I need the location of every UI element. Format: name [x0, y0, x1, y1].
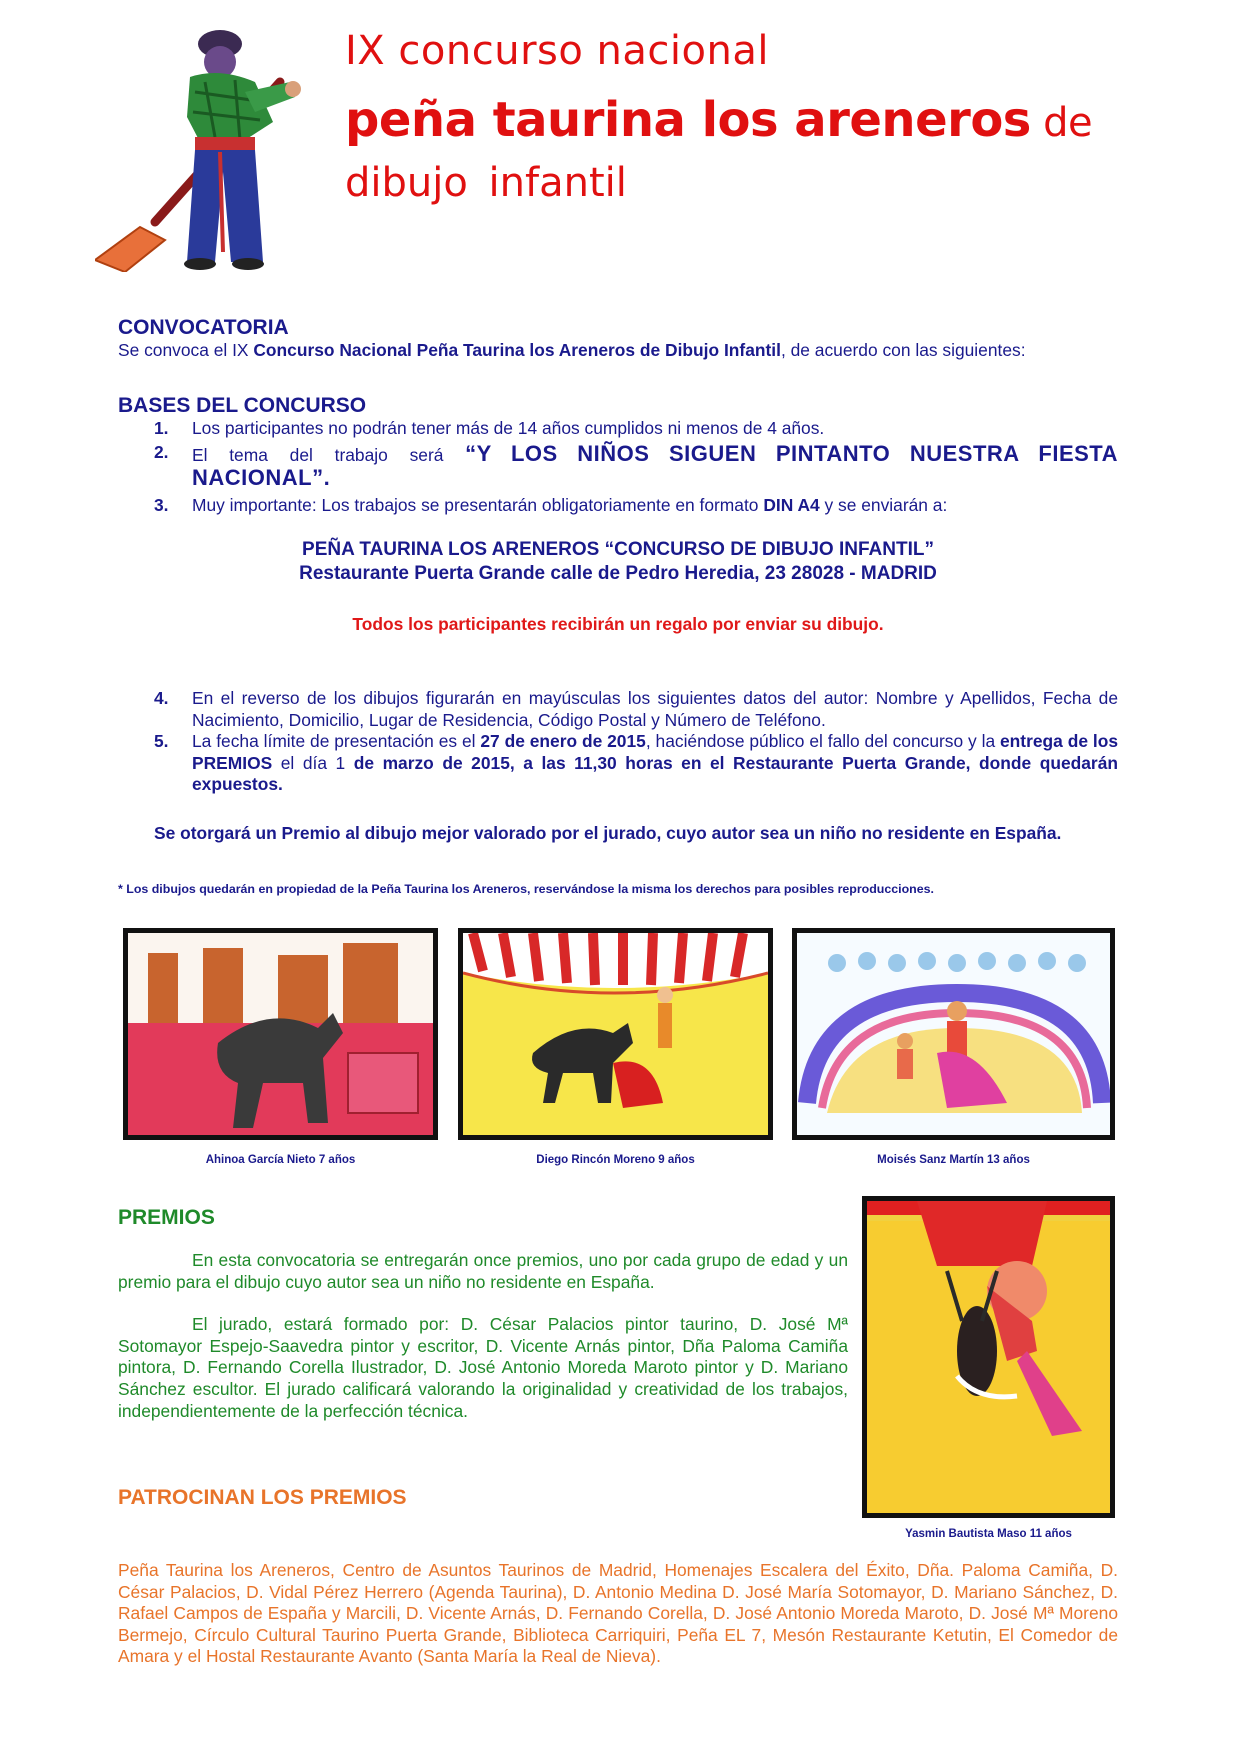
patrocinan-section [118, 1560, 1118, 1668]
bases-item-2 [118, 442, 1118, 491]
format-din-a4: DIN A4 [763, 494, 820, 515]
address-line-2: Restaurante Puerta Grande calle de Pedro Heredia, 23 28028 - MADRID [299, 563, 937, 584]
bases-item-text: La fecha límite de presentación es el [192, 731, 481, 752]
drawing-3 [792, 928, 1115, 1140]
bases-section [118, 394, 1118, 516]
convocatoria-section [118, 316, 1118, 362]
header-title-line2 [345, 92, 1092, 148]
bases-item-text-mid: , haciéndose público el fallo del concurso y la [645, 731, 1001, 752]
bases-item-text-mid2: el día 1 [272, 752, 354, 773]
drawing-2-art [463, 933, 768, 1135]
bases-item-number: 2. [154, 441, 169, 462]
drawing-4 [862, 1196, 1115, 1518]
special-prize-note: Se otorgará un Premio al dibujo mejor valorado por el jurado, cuyo autor sea un niño no residente en España. [154, 823, 1062, 843]
bases-list [118, 418, 1118, 516]
drawing-1-art [128, 933, 433, 1135]
bases-heading: BASES DEL CONCURSO [118, 394, 367, 417]
premios-para-1: En esta convocatoria se entregarán once premios, uno por cada grupo de edad y un premio para el dibujo cuyo autor sea un niño no residente en España. [118, 1250, 848, 1292]
arenero-logo [95, 22, 325, 272]
convocatoria-contest-name: Concurso Nacional Peña Taurina los Areneros de Dibujo Infantil [253, 340, 781, 360]
bases-item-5 [118, 731, 1118, 796]
bases-item-number: 4. [154, 688, 169, 708]
bases-item-number: 5. [154, 731, 169, 752]
header-title-main: peña taurina los areneros [345, 92, 1031, 148]
drawing-3-caption: Moisés Sanz Martín 13 años [877, 1154, 1030, 1166]
premios-heading: PREMIOS [118, 1206, 215, 1229]
mailing-address [118, 538, 1118, 586]
convocatoria-heading: CONVOCATORIA [118, 316, 289, 339]
awards-delivery: entrega de los PREMIOS [192, 731, 1118, 773]
bases-item-number: 3. [154, 494, 169, 515]
drawing-1-caption: Ahinoa García Nieto 7 años [205, 1154, 356, 1166]
header-title-line1: IX concurso nacional [345, 28, 769, 74]
bases-section-continued [118, 688, 1118, 796]
bases-item-3 [118, 495, 1118, 517]
drawing-2 [458, 928, 773, 1140]
address-line-1: PEÑA TAURINA LOS ARENEROS “CONCURSO DE DIBUJO INFANTIL” [302, 539, 934, 560]
convocatoria-text-post: , de acuerdo con las siguientes: [780, 340, 1026, 360]
bases-list-continued [118, 688, 1118, 796]
bases-item-text: Muy importante: Los trabajos se presentarán obligatoriamente en formato [192, 494, 764, 515]
drawing-4-art [867, 1201, 1110, 1513]
sponsors-list: Peña Taurina los Areneros, Centro de Asuntos Taurinos de Madrid, Homenajes Escalera del Éxito, Dña. Paloma Camiña, D. César Palacios, D. Vidal Pérez Herrero (Agenda Taurina), D. Antonio Medina D. José María Sotomayor, D. Mariano Sánchez, D. Rafael Campos de España y Marcili, D. Vicente Arnás, D. Fernando Corella, D. José Antonio Moreda Maroto, D. José Mª Moreno Bermejo, Círculo Cultural Taurino Puerta Grande, Biblioteca Carriquiri, Peña EL 7, Mesón Restaurante Ketutin, El Comedor de Amara y el Hostal Restaurante Avanto (Santa María la Real de Nieva). [118, 1560, 1118, 1667]
convocatoria-text [118, 340, 1118, 362]
bases-item-4 [118, 688, 1118, 731]
deadline-date: 27 de enero de 2015 [480, 731, 646, 752]
drawing-3-art [797, 933, 1110, 1135]
premios-section [118, 1206, 848, 1422]
bases-item-text-post: y se enviarán a: [819, 494, 948, 515]
footnote: * Los dibujos quedarán en propiedad de la Peña Taurina los Areneros, reservándose la misma los derechos para posibles reproducciones. [118, 882, 934, 896]
patrocinan-heading: PATROCINAN LOS PREMIOS [118, 1486, 407, 1509]
premios-para-2: El jurado, estará formado por: D. César Palacios pintor taurino, D. José Mª Sotomayor Espejo-Saavedra pintor y escritor, D. Vicente Arnás pintor, Dña Paloma Camiña pintora, D. Fernando Corella Ilustrador, D. José Antonio Moreda Maroto pintor y D. Mariano Sánchez escultor. El jurado calificará valorando la originalidad y creatividad de los trabajos, independientemente de la perfección técnica. [118, 1314, 848, 1421]
gift-note: Todos los participantes recibirán un regalo por enviar su dibujo. [352, 614, 884, 634]
contest-theme: “Y LOS NIÑOS SIGUEN PINTANTO NUESTRA FIESTA NACIONAL”. [192, 440, 1118, 491]
patrocinan-heading-wrap [118, 1486, 848, 1510]
bases-item-text: Los participantes no podrán tener más de 14 años cumplidos ni menos de 4 años. [192, 418, 825, 438]
awards-date-place: de marzo de 2015, a las 11,30 horas en el Restaurante Puerta Grande, donde quedarán expuestos. [192, 752, 1118, 795]
bases-item-1 [118, 418, 1118, 440]
header-title-suffix: de [1030, 100, 1093, 146]
convocatoria-text-pre: Se convoca el IX [118, 340, 254, 360]
drawing-2-caption: Diego Rincón Moreno 9 años [536, 1154, 695, 1166]
bases-item-text: El tema del trabajo será [192, 444, 466, 465]
bases-item-number: 1. [154, 418, 169, 438]
drawing-1 [123, 928, 438, 1140]
header-title-line3: dibujo infantil [345, 160, 627, 206]
drawing-4-caption: Yasmin Bautista Maso 11 años [905, 1528, 1072, 1540]
bases-item-text: En el reverso de los dibujos figurarán en mayúsculas los siguientes datos del autor: Nombre y Apellidos, Fecha de Nacimiento, Domicilio, Lugar de Residencia, Código Postal y Número de Teléfono. [192, 688, 1118, 730]
